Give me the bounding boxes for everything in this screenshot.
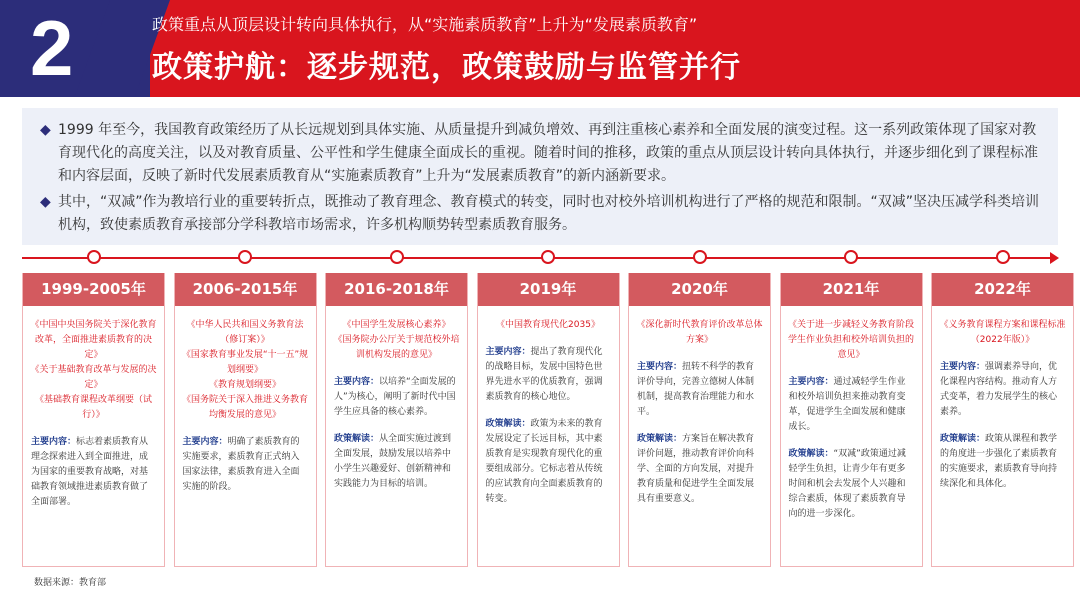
timeline-node-icon	[541, 250, 555, 264]
main-content-label: 主要内容：	[334, 377, 380, 387]
interpretation-text: 从全面实施过渡到全面发展，鼓励发展以培养中小学生兴趣爱好、创新精神和实践能力为目标的培训。	[334, 434, 452, 489]
main-content-text: 强调素养导向，优化课程内容结构。推动育人方式变革，着力发展学生的核心素养。	[940, 362, 1058, 417]
interpretation-label: 政策解读：	[637, 434, 683, 444]
timeline-period-card	[628, 273, 771, 567]
interpretation-text: 政策为未来的教育发展设定了长远目标，其中素质教育是实现教育现代化的重要组成部分。它标志着从传统的应试教育向全面素质教育的转变。	[485, 419, 603, 504]
section-number: 2	[30, 4, 74, 92]
policy-interpretation	[940, 432, 1065, 492]
policy-documents: 《义务教育课程方案和课程标准（2022年版）》	[939, 320, 1066, 345]
timeline-node-icon	[87, 250, 101, 264]
interpretation-text: 政策从课程和教学的角度进一步强化了素质教育的实施要求，素质教育导向持续深化和具体化。	[940, 434, 1058, 489]
timeline-node-icon	[693, 250, 707, 264]
policy-documents: 《中国教育现代化2035》	[496, 320, 600, 330]
policy-documents: 《深化新时代教育评价改革总体方案》	[636, 320, 763, 345]
page-title: 政策护航：逐步规范，政策鼓励与监管并行	[152, 50, 741, 85]
interpretation-label: 政策解读：	[940, 434, 986, 444]
interpretation-label: 政策解读：	[334, 434, 380, 444]
timeline-period-card	[325, 273, 468, 567]
main-content-label: 主要内容：	[637, 362, 683, 372]
timeline-arrow-icon	[1050, 252, 1059, 264]
bullet-diamond-icon: ◆	[40, 122, 51, 138]
main-content-text: 明确了素质教育的实施要求，素质教育正式纳入国家法律，素质教育进入全面实施的阶段。	[182, 437, 300, 492]
interpretation-label: 政策解读：	[788, 449, 834, 459]
timeline-node-icon	[844, 250, 858, 264]
main-content-text: 扭转不科学的教育评价导向，完善立德树人体制机制，提高教育治理能力和水平。	[637, 362, 755, 417]
main-content-label: 主要内容：	[485, 347, 531, 357]
main-content	[334, 375, 459, 420]
interpretation-text: “双减”政策通过减轻学生负担，让青少年有更多时间和机会去发展个人兴趣和综合素质，体现了素质教育导向的进一步深化。	[788, 449, 906, 519]
main-content-label: 主要内容：	[31, 437, 77, 447]
period-year: 2006-2015年	[175, 273, 316, 306]
policy-documents: 《中华人民共和国义务教育法（修订案）》 《国家教育事业发展“十一五”规划纲要》 《教育规划纲要》 《国务院关于深入推进义务教育均衡发展的意见》	[181, 320, 309, 420]
period-year: 2022年	[932, 273, 1073, 306]
main-content-text: 通过减轻学生作业和校外培训负担来推动教育变革，促进学生全面发展和健康成长。	[788, 377, 906, 432]
timeline-period-card	[780, 273, 923, 567]
bullet-diamond-icon: ◆	[40, 194, 51, 210]
policy-interpretation	[334, 432, 459, 492]
main-content	[940, 360, 1065, 420]
timeline-node-icon	[390, 250, 404, 264]
summary-box	[22, 108, 1058, 245]
timeline-period-card	[931, 273, 1074, 567]
main-content	[486, 345, 611, 405]
main-content	[789, 375, 914, 435]
main-content-text: 提出了教育现代化的战略目标，发展中国特色世界先进水平的优质教育，强调素质教育的核心地位。	[485, 347, 603, 402]
main-content-text: 标志着素质教育从理念探索进入到全面推进，成为国家的重要教育战略，对基础教育领域推进素质教育做了全面部署。	[31, 437, 149, 507]
policy-documents: 《中国学生发展核心素养》 《国务院办公厅关于规范校外培训机构发展的意见》	[333, 320, 460, 360]
timeline-node-icon	[238, 250, 252, 264]
header-subtitle: 政策重点从顶层设计转向具体执行，从“实施素质教育”上升为“发展素质教育”	[152, 15, 698, 34]
main-content-label: 主要内容：	[182, 437, 228, 447]
interpretation-text: 方案旨在解决教育评价问题，推动教育评价向科学、全面的方向发展，对提升教育质量和促进学生全面发展具有重要意义。	[637, 434, 755, 504]
policy-interpretation	[789, 447, 914, 522]
policy-documents: 《关于进一步减轻义务教育阶段学生作业负担和校外培训负担的意见》	[787, 320, 914, 360]
policy-interpretation	[486, 417, 611, 507]
timeline-period-card	[22, 273, 165, 567]
main-content	[31, 435, 156, 510]
period-year: 2016-2018年	[326, 273, 467, 306]
summary-paragraph-1: 1999 年至今，我国教育政策经历了从长远规划到具体实施、从质量提升到减负增效、再到注重核心素养和全面发展的演变过程。这一系列政策体现了国家对教育现代化的高度关注，以及对教育质量、公平性和学生健康全面成长的重视。随着时间的推移，政策的重点从顶层设计转向具体执行，并逐步细化到了课程标准和内容层面，反映了新时代发展素质教育从“实施素质教育”上升为“发展素质教育”的新内涵新要求。	[58, 122, 1038, 184]
summary-paragraph-2: 其中，“双减”作为教培行业的重要转折点，既推动了教育理念、教育模式的转变，同时也对校外培训机构进行了严格的规范和限制。“双减”坚决压减学科类培训机构，致使素质教育承接部分学科教培市场需求，许多机构顺势转型素质教育服务。	[58, 194, 1040, 233]
timeline-period-card	[174, 273, 317, 567]
header-banner	[0, 0, 1080, 97]
main-content-text: 以培养“全面发展的人”为核心，阐明了新时代中国学生应具备的核心素养。	[334, 377, 456, 417]
main-content	[637, 360, 762, 420]
period-year: 2019年	[478, 273, 619, 306]
period-year: 2020年	[629, 273, 770, 306]
policy-documents: 《中国中央国务院关于深化教育改革，全面推进素质教育的决定》 《关于基础教育改革与发展的决定》 《基础教育课程改革纲要（试行）》	[30, 320, 157, 420]
timeline-period-card	[477, 273, 620, 567]
timeline-line	[22, 257, 1052, 259]
period-year: 1999-2005年	[23, 273, 164, 306]
timeline-node-icon	[996, 250, 1010, 264]
period-year: 2021年	[781, 273, 922, 306]
main-content-label: 主要内容：	[788, 377, 834, 387]
policy-interpretation	[637, 432, 762, 507]
main-content	[183, 435, 308, 495]
main-content-label: 主要内容：	[940, 362, 986, 372]
data-source: 数据来源：教育部	[34, 578, 107, 588]
interpretation-label: 政策解读：	[485, 419, 531, 429]
